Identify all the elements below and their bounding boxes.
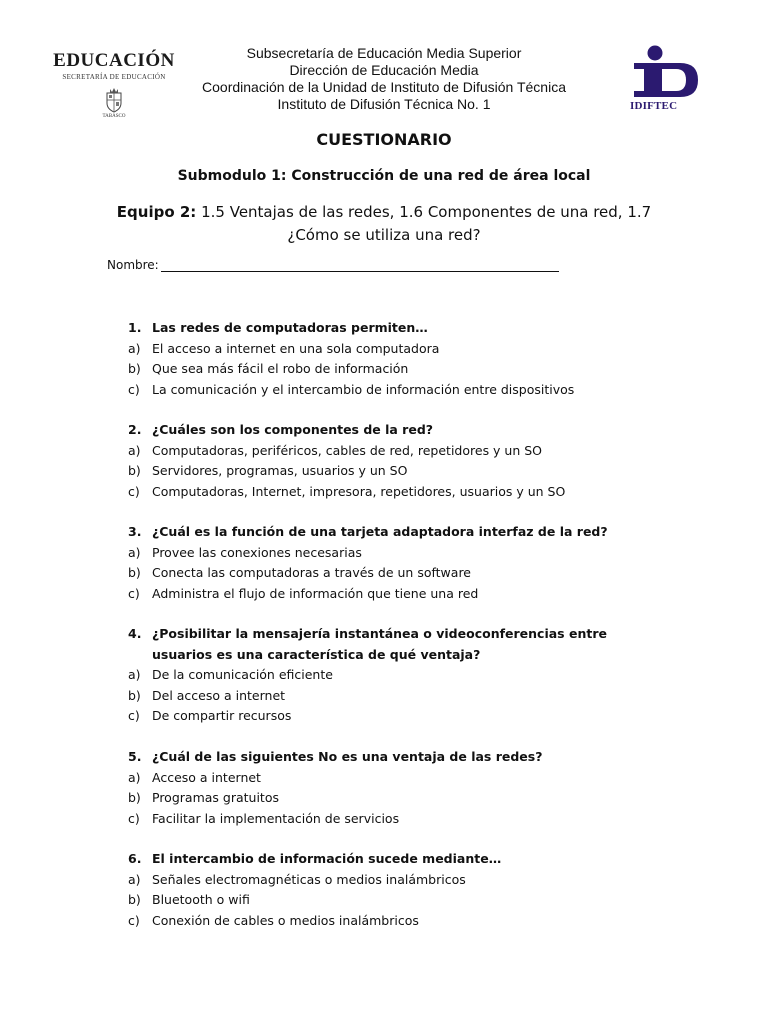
answer-option	[128, 543, 662, 564]
question-6	[128, 849, 662, 931]
option-text: Administra el flujo de información que tiene una red	[152, 585, 479, 601]
answer-option	[128, 890, 662, 911]
option-letter: a)	[128, 769, 141, 785]
name-blank-line[interactable]	[161, 259, 559, 272]
institution-header	[190, 45, 578, 113]
document-title: CUESTIONARIO	[316, 130, 452, 149]
option-letter: b)	[128, 463, 141, 478]
option-letter: a)	[128, 442, 141, 458]
question-5	[128, 747, 662, 829]
answer-option	[128, 482, 662, 503]
option-text: Acceso a internet	[152, 769, 261, 785]
question-number: 5.	[128, 749, 142, 764]
option-text: De la comunicación eficiente	[152, 667, 333, 682]
submodule-title: Submodulo 1: Construcción de una red de área local	[177, 168, 591, 184]
option-text: Del acceso a internet	[152, 687, 286, 703]
option-text: Provee las conexiones necesarias	[152, 544, 362, 560]
education-logo	[50, 50, 178, 119]
name-label: Nombre:	[107, 258, 159, 272]
option-letter: a)	[128, 544, 141, 560]
answer-option	[128, 441, 662, 462]
option-letter: b)	[128, 565, 141, 580]
option-letter: c)	[128, 810, 140, 826]
option-letter: c)	[128, 708, 140, 723]
question-text: ¿Posibilitar la mensajería instantánea o videoconferencias entre usuarios es una característica de qué ventaja?	[152, 626, 607, 662]
answer-option	[128, 563, 662, 584]
education-logo-subtitle: SECRETARÍA DE EDUCACIÓN	[62, 73, 166, 81]
team-topics-text: 1.5 Ventajas de las redes, 1.6 Componentes de una red, 1.7 ¿Cómo se utiliza una red?	[201, 203, 652, 244]
question-text: El intercambio de información sucede mediante…	[152, 851, 502, 866]
idiftec-logo	[622, 44, 704, 116]
option-letter: c)	[128, 912, 140, 928]
option-letter: c)	[128, 585, 140, 601]
option-text: Conecta las computadoras a través de un software	[152, 565, 472, 580]
education-logo-title: EDUCACIÓN	[53, 50, 175, 71]
option-text: Que sea más fácil el robo de información	[152, 361, 409, 376]
answer-option	[128, 461, 662, 482]
question-2	[128, 420, 662, 502]
idiftec-mark-icon	[622, 44, 704, 100]
option-letter: b)	[128, 361, 141, 376]
option-text: Conexión de cables o medios inalámbricos	[152, 912, 419, 928]
question-number: 6.	[128, 851, 142, 866]
option-letter: c)	[128, 381, 140, 397]
answer-option	[128, 911, 662, 932]
answer-option	[128, 339, 662, 360]
option-letter: c)	[128, 483, 140, 499]
option-text: Computadoras, periféricos, cables de red, repetidores y un SO	[152, 442, 543, 458]
answer-option	[128, 706, 662, 727]
option-letter: b)	[128, 892, 141, 907]
question-text: ¿Cuáles son los componentes de la red?	[152, 422, 434, 437]
option-text: Bluetooth o wifi	[152, 892, 250, 907]
option-text: Señales electromagnéticas o medios inalámbricos	[152, 871, 466, 887]
name-field	[107, 258, 559, 272]
answer-option	[128, 870, 662, 891]
state-crest-icon	[104, 87, 124, 113]
question-number: 3.	[128, 524, 142, 539]
answer-option	[128, 809, 662, 830]
question-text: ¿Cuál es la función de una tarjeta adaptadora interfaz de la red?	[152, 524, 608, 539]
question-text: Las redes de computadoras permiten…	[152, 320, 428, 335]
question-number: 1.	[128, 320, 142, 335]
option-text: Computadoras, Internet, impresora, repetidores, usuarios y un SO	[152, 483, 566, 499]
answer-option	[128, 359, 662, 380]
header-line: Subsecretaría de Educación Media Superior	[246, 45, 522, 61]
option-letter: a)	[128, 871, 141, 887]
crest-caption: TABASCO	[102, 114, 126, 119]
idiftec-logo-label: IDIFTEC	[630, 100, 678, 112]
question-text: ¿Cuál de las siguientes No es una ventaja de las redes?	[152, 749, 543, 764]
header-line: Dirección de Educación Media	[289, 62, 479, 78]
question-4	[128, 624, 662, 727]
option-letter: a)	[128, 667, 141, 682]
answer-option	[128, 686, 662, 707]
option-text: Programas gratuitos	[152, 790, 279, 805]
option-text: El acceso a internet en una sola computadora	[152, 340, 440, 356]
header-line: Coordinación de la Unidad de Instituto de Difusión Técnica	[202, 79, 566, 95]
question-1	[128, 318, 662, 400]
option-letter: b)	[128, 790, 141, 805]
question-3	[128, 522, 662, 604]
question-number: 4.	[128, 626, 142, 641]
team-topics	[108, 201, 660, 247]
answer-option	[128, 380, 662, 401]
option-text: La comunicación y el intercambio de información entre dispositivos	[152, 381, 575, 397]
answer-option	[128, 665, 662, 686]
question-number: 2.	[128, 422, 142, 437]
option-text: De compartir recursos	[152, 708, 292, 723]
header-line: Instituto de Difusión Técnica No. 1	[277, 96, 491, 112]
option-letter: a)	[128, 340, 141, 356]
answer-option	[128, 768, 662, 789]
option-letter: b)	[128, 687, 141, 703]
option-text: Servidores, programas, usuarios y un SO	[152, 463, 408, 478]
option-text: Facilitar la implementación de servicios	[152, 810, 400, 826]
answer-option	[128, 584, 662, 605]
team-label: Equipo 2:	[116, 203, 197, 221]
answer-option	[128, 788, 662, 809]
